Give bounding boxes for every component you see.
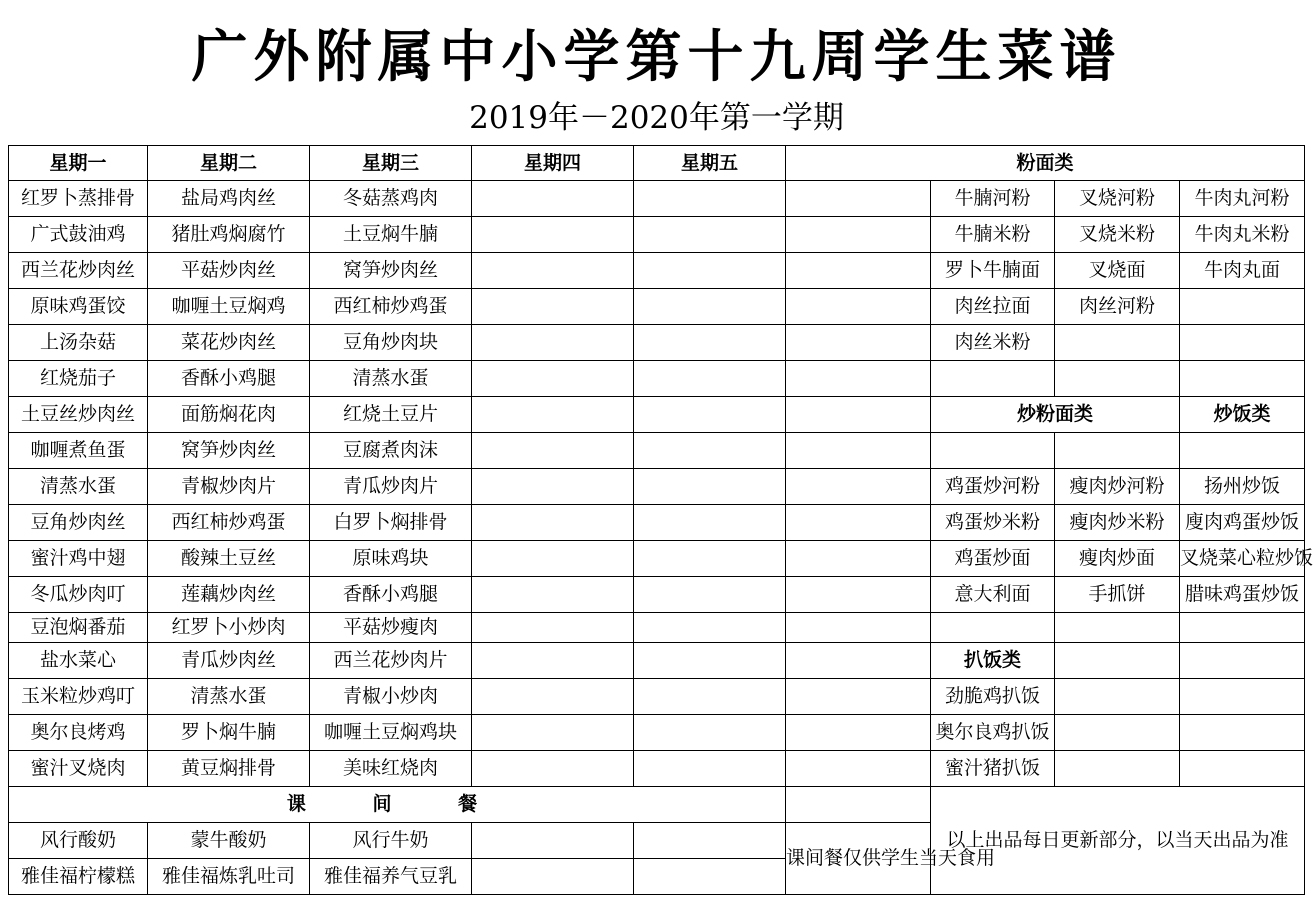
dish-cell: 西红柿炒鸡蛋 xyxy=(310,289,472,325)
empty-cell xyxy=(1180,613,1305,643)
fried-rice-category-header: 炒饭类 xyxy=(1180,397,1305,433)
empty-cell xyxy=(931,613,1055,643)
empty-cell xyxy=(472,823,634,859)
table-row xyxy=(9,397,1305,433)
empty-cell xyxy=(786,469,931,505)
dish-cell: 窝笋炒肉丝 xyxy=(148,433,310,469)
dish-cell: 冬瓜炒肉叮 xyxy=(9,577,148,613)
empty-cell xyxy=(1180,679,1305,715)
dish-cell: 窝笋炒肉丝 xyxy=(310,253,472,289)
snack-cell: 风行牛奶 xyxy=(310,823,472,859)
fried-cell: 瘦肉炒米粉 xyxy=(1055,505,1180,541)
dish-cell: 美味红烧肉 xyxy=(310,751,472,787)
empty-cell xyxy=(786,505,931,541)
dish-cell: 红烧茄子 xyxy=(9,361,148,397)
noodle-cell: 叉烧面 xyxy=(1055,253,1180,289)
dish-cell: 盐水菜心 xyxy=(9,643,148,679)
empty-cell xyxy=(634,253,786,289)
noodle-cell: 肉丝米粉 xyxy=(931,325,1055,361)
rice-plate-category-header: 扒饭类 xyxy=(931,643,1055,679)
dish-cell: 原味鸡蛋饺 xyxy=(9,289,148,325)
rice-plate-cell: 劲脆鸡扒饭 xyxy=(931,679,1055,715)
empty-cell xyxy=(634,469,786,505)
dish-cell: 玉米粒炒鸡叮 xyxy=(9,679,148,715)
dish-cell: 青椒炒肉片 xyxy=(148,469,310,505)
dish-cell: 原味鸡块 xyxy=(310,541,472,577)
table-row xyxy=(9,433,1305,469)
empty-cell xyxy=(1055,715,1180,751)
empty-cell xyxy=(472,289,634,325)
fried-cell: 鸡蛋炒河粉 xyxy=(931,469,1055,505)
empty-cell xyxy=(634,823,786,859)
empty-cell xyxy=(786,541,931,577)
dish-cell: 青瓜炒肉丝 xyxy=(148,643,310,679)
empty-cell xyxy=(786,181,931,217)
dish-cell: 豆角炒肉丝 xyxy=(9,505,148,541)
empty-cell xyxy=(472,361,634,397)
empty-cell xyxy=(1055,433,1180,469)
empty-cell xyxy=(634,217,786,253)
empty-cell xyxy=(1055,613,1180,643)
dish-cell: 猪肚鸡焖腐竹 xyxy=(148,217,310,253)
noodle-cell: 叉烧河粉 xyxy=(1055,181,1180,217)
empty-cell xyxy=(1055,643,1180,679)
fried-cell: 叉烧菜心粒炒饭 xyxy=(1180,541,1305,577)
dish-cell: 土豆焖牛腩 xyxy=(310,217,472,253)
noodle-cell xyxy=(1180,325,1305,361)
empty-cell xyxy=(472,577,634,613)
empty-cell xyxy=(634,751,786,787)
dish-cell: 清蒸水蛋 xyxy=(310,361,472,397)
dish-cell: 平菇炒瘦肉 xyxy=(310,613,472,643)
noodle-cell: 牛肉丸面 xyxy=(1180,253,1305,289)
snack-section-title: 课 间 餐 xyxy=(9,787,786,823)
empty-cell xyxy=(786,253,931,289)
snack-title-row xyxy=(9,787,1305,823)
dish-cell: 罗卜焖牛腩 xyxy=(148,715,310,751)
empty-cell xyxy=(931,361,1055,397)
noodle-cell: 肉丝拉面 xyxy=(931,289,1055,325)
snack-cell: 风行酸奶 xyxy=(9,823,148,859)
table-row xyxy=(9,505,1305,541)
dish-cell: 白罗卜焖排骨 xyxy=(310,505,472,541)
dish-cell: 青椒小炒肉 xyxy=(310,679,472,715)
empty-cell xyxy=(786,679,931,715)
empty-cell xyxy=(634,397,786,433)
dish-cell: 盐局鸡肉丝 xyxy=(148,181,310,217)
dish-cell: 豆角炒肉块 xyxy=(310,325,472,361)
empty-cell xyxy=(634,859,786,895)
empty-cell xyxy=(786,787,931,823)
dish-cell: 清蒸水蛋 xyxy=(148,679,310,715)
empty-cell xyxy=(1055,679,1180,715)
empty-cell xyxy=(634,325,786,361)
empty-cell xyxy=(634,643,786,679)
empty-cell xyxy=(786,325,931,361)
dish-cell: 莲藕炒肉丝 xyxy=(148,577,310,613)
empty-cell xyxy=(786,433,931,469)
table-row xyxy=(9,679,1305,715)
snack-cell: 蒙牛酸奶 xyxy=(148,823,310,859)
empty-cell xyxy=(472,433,634,469)
rice-plate-cell: 奥尔良鸡扒饭 xyxy=(931,715,1055,751)
header-row xyxy=(9,146,1305,181)
empty-cell xyxy=(634,361,786,397)
table-row xyxy=(9,643,1305,679)
empty-cell xyxy=(472,505,634,541)
day-header-fri: 星期五 xyxy=(634,146,786,181)
empty-cell xyxy=(472,859,634,895)
fried-cell: 意大利面 xyxy=(931,577,1055,613)
empty-cell xyxy=(786,217,931,253)
empty-cell xyxy=(786,289,931,325)
empty-cell xyxy=(472,613,634,643)
day-header-mon: 星期一 xyxy=(9,146,148,181)
dish-cell: 冬菇蒸鸡肉 xyxy=(310,181,472,217)
dish-cell: 红烧土豆片 xyxy=(310,397,472,433)
empty-cell xyxy=(786,715,931,751)
empty-cell xyxy=(1055,751,1180,787)
empty-cell xyxy=(472,325,634,361)
empty-cell xyxy=(1180,751,1305,787)
empty-cell xyxy=(634,181,786,217)
dish-cell: 蜜汁鸡中翅 xyxy=(9,541,148,577)
empty-cell xyxy=(786,643,931,679)
empty-cell xyxy=(634,613,786,643)
dish-cell: 香酥小鸡腿 xyxy=(148,361,310,397)
empty-cell xyxy=(472,181,634,217)
noodle-cell: 罗卜牛腩面 xyxy=(931,253,1055,289)
dish-cell: 豆腐煮肉沫 xyxy=(310,433,472,469)
fried-cell: 扬州炒饭 xyxy=(1180,469,1305,505)
dish-cell: 香酥小鸡腿 xyxy=(310,577,472,613)
noodle-cell xyxy=(1180,289,1305,325)
empty-cell xyxy=(1180,361,1305,397)
noodle-cell: 牛肉丸米粉 xyxy=(1180,217,1305,253)
table-row xyxy=(9,715,1305,751)
dish-cell: 酸辣土豆丝 xyxy=(148,541,310,577)
dish-cell: 上汤杂菇 xyxy=(9,325,148,361)
table-row xyxy=(9,289,1305,325)
snack-cell: 雅佳福炼乳吐司 xyxy=(148,859,310,895)
snack-note: 课间餐仅供学生当天食用 xyxy=(786,823,931,895)
noodle-cell: 牛腩河粉 xyxy=(931,181,1055,217)
fried-cell: 手抓饼 xyxy=(1055,577,1180,613)
table-row xyxy=(9,751,1305,787)
empty-cell xyxy=(472,541,634,577)
dish-cell: 西兰花炒肉丝 xyxy=(9,253,148,289)
table-row xyxy=(9,325,1305,361)
empty-cell xyxy=(472,643,634,679)
dish-cell: 红罗卜小炒肉 xyxy=(148,613,310,643)
table-row xyxy=(9,541,1305,577)
dish-cell: 咖喱土豆焖鸡块 xyxy=(310,715,472,751)
dish-cell: 红罗卜蒸排骨 xyxy=(9,181,148,217)
table-row xyxy=(9,469,1305,505)
empty-cell xyxy=(1055,361,1180,397)
empty-cell xyxy=(472,751,634,787)
fried-cell: 腊味鸡蛋炒饭 xyxy=(1180,577,1305,613)
table-row xyxy=(9,253,1305,289)
table-row xyxy=(9,217,1305,253)
empty-cell xyxy=(472,469,634,505)
empty-cell xyxy=(634,433,786,469)
empty-cell xyxy=(634,289,786,325)
fried-cell: 瘦肉炒河粉 xyxy=(1055,469,1180,505)
empty-cell xyxy=(634,505,786,541)
table-row xyxy=(9,181,1305,217)
dish-cell: 豆泡焖番茄 xyxy=(9,613,148,643)
dish-cell: 面筋焖花肉 xyxy=(148,397,310,433)
fried-cell: 瘦肉炒面 xyxy=(1055,541,1180,577)
dish-cell: 黄豆焖排骨 xyxy=(148,751,310,787)
noodles-category-header: 粉面类 xyxy=(786,146,1305,181)
dish-cell: 菜花炒肉丝 xyxy=(148,325,310,361)
empty-cell xyxy=(634,679,786,715)
fried-cell: 鸡蛋炒面 xyxy=(931,541,1055,577)
empty-cell xyxy=(786,613,931,643)
fried-cell: 鸡蛋炒米粉 xyxy=(931,505,1055,541)
empty-cell xyxy=(931,433,1055,469)
dish-cell: 土豆丝炒肉丝 xyxy=(9,397,148,433)
semester-subtitle: 2019年－2020年第一学期 xyxy=(469,100,844,136)
empty-cell xyxy=(634,577,786,613)
dish-cell: 青瓜炒肉片 xyxy=(310,469,472,505)
menu-table xyxy=(8,145,1313,895)
dish-cell: 平菇炒肉丝 xyxy=(148,253,310,289)
day-header-thu: 星期四 xyxy=(472,146,634,181)
empty-cell xyxy=(472,217,634,253)
day-header-tue: 星期二 xyxy=(148,146,310,181)
snack-cell: 雅佳福柠檬糕 xyxy=(9,859,148,895)
empty-cell xyxy=(786,397,931,433)
dish-cell: 广式鼓油鸡 xyxy=(9,217,148,253)
empty-cell xyxy=(472,253,634,289)
noodle-cell: 肉丝河粉 xyxy=(1055,289,1180,325)
empty-cell xyxy=(1180,715,1305,751)
empty-cell xyxy=(472,715,634,751)
noodle-cell: 叉烧米粉 xyxy=(1055,217,1180,253)
empty-cell xyxy=(634,715,786,751)
page-title: 广外附属中小学第十九周学生菜谱 xyxy=(191,25,1122,90)
empty-cell xyxy=(1180,643,1305,679)
empty-cell xyxy=(634,541,786,577)
fried-noodles-category-header: 炒粉面类 xyxy=(931,397,1180,433)
empty-cell xyxy=(472,397,634,433)
dish-cell: 西红柿炒鸡蛋 xyxy=(148,505,310,541)
empty-cell xyxy=(1180,433,1305,469)
noodle-cell: 牛腩米粉 xyxy=(931,217,1055,253)
dish-cell: 蜜汁叉烧肉 xyxy=(9,751,148,787)
dish-cell: 西兰花炒肉片 xyxy=(310,643,472,679)
fried-cell: 廋肉鸡蛋炒饭 xyxy=(1180,505,1305,541)
snack-cell: 雅佳福养气豆乳 xyxy=(310,859,472,895)
dish-cell: 咖喱土豆焖鸡 xyxy=(148,289,310,325)
dish-cell: 咖喱煮鱼蛋 xyxy=(9,433,148,469)
noodle-cell: 牛肉丸河粉 xyxy=(1180,181,1305,217)
day-header-wed: 星期三 xyxy=(310,146,472,181)
empty-cell xyxy=(786,577,931,613)
rice-plate-cell: 蜜汁猪扒饭 xyxy=(931,751,1055,787)
menu-footer-note: 以上出品每日更新部分，以当天出品为准 xyxy=(931,787,1305,895)
empty-cell xyxy=(472,679,634,715)
noodle-cell xyxy=(1055,325,1180,361)
empty-cell xyxy=(786,751,931,787)
dish-cell: 清蒸水蛋 xyxy=(9,469,148,505)
dish-cell: 奥尔良烤鸡 xyxy=(9,715,148,751)
table-row xyxy=(9,613,1305,643)
table-row xyxy=(9,361,1305,397)
table-row xyxy=(9,577,1305,613)
empty-cell xyxy=(786,361,931,397)
